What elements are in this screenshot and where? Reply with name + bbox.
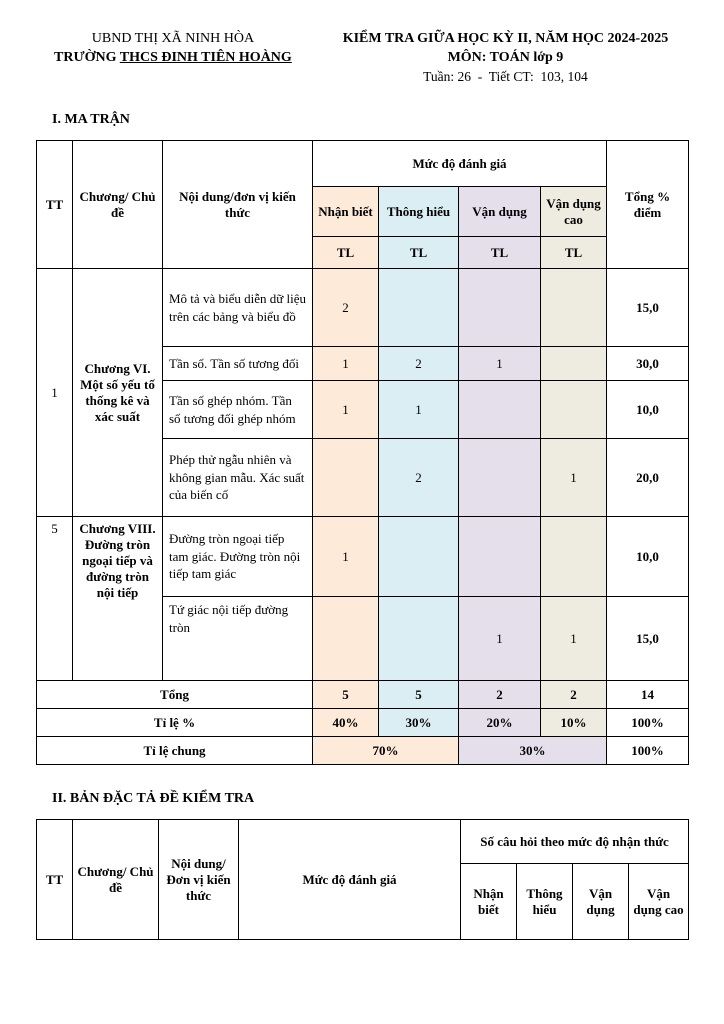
percent-nb: 40% <box>313 709 379 737</box>
spec-col-header-thong-hieu: Thông hiểu <box>517 864 573 940</box>
percent-vdc: 10% <box>541 709 607 737</box>
count-cell-vd: 1 <box>459 347 541 381</box>
spec-col-header-chapter: Chương/ Chủ đề <box>73 820 159 940</box>
col-header-content: Nội dung/đơn vị kiến thức <box>163 141 313 269</box>
count-cell-th <box>379 597 459 681</box>
topic-cell: Phép thử ngẫu nhiên và không gian mẫu. Xác suất của biến cố <box>163 439 313 517</box>
col-header-chapter: Chương/ Chủ đề <box>73 141 163 269</box>
count-cell-vdc: 1 <box>541 439 607 517</box>
school-name-underlined: THCS ĐINH TIÊN HOÀNG <box>119 49 292 65</box>
total-cell: 20,0 <box>607 439 689 517</box>
common-row-label: Tỉ lệ chung <box>37 737 313 765</box>
topic-cell: Tần số ghép nhóm. Tần số tương đối ghép nhóm <box>163 381 313 439</box>
section-title-spec: II. BẢN ĐẶC TẢ ĐỀ KIỂM TRA <box>52 791 255 806</box>
count-cell-vd <box>459 381 541 439</box>
percent-th: 30% <box>379 709 459 737</box>
count-cell-th: 2 <box>379 439 459 517</box>
col-header-thong-hieu: Thông hiểu <box>379 187 459 237</box>
col-header-van-dung-cao: Vận dụng cao <box>541 187 607 237</box>
count-cell-nb: 1 <box>313 517 379 597</box>
spec-col-header-van-dung-cao: Vận dụng cao <box>629 864 689 940</box>
total-vd: 2 <box>459 681 541 709</box>
spec-col-header-content: Nội dung/Đơn vị kiến thức <box>159 820 239 940</box>
topic-cell: Tứ giác nội tiếp đường tròn <box>163 597 313 681</box>
col-header-van-dung: Vận dụng <box>459 187 541 237</box>
common-total: 100% <box>607 737 689 765</box>
count-cell-vdc <box>541 517 607 597</box>
tl-header-vdc: TL <box>541 237 607 269</box>
count-cell-vd <box>459 517 541 597</box>
total-cell: 10,0 <box>607 381 689 439</box>
count-cell-th <box>379 517 459 597</box>
exam-title-block <box>323 30 688 86</box>
count-cell-vdc <box>541 347 607 381</box>
total-th: 5 <box>379 681 459 709</box>
topic-cell: Đường tròn ngoại tiếp tam giác. Đường tròn nội tiếp tam giác <box>163 517 313 597</box>
spec-col-header-van-dung: Vận dụng <box>573 864 629 940</box>
col-header-nhan-biet: Nhận biết <box>313 187 379 237</box>
issuing-org-block <box>36 30 310 86</box>
col-header-level: Mức độ đánh giá <box>313 141 607 187</box>
spec-col-header-level: Mức độ đánh giá <box>239 820 461 940</box>
spec-col-header-tt: TT <box>37 820 73 940</box>
percent-vd: 20% <box>459 709 541 737</box>
spec-table <box>36 819 689 940</box>
tl-header-nb: TL <box>313 237 379 269</box>
exam-title: KIỂM TRA GIỮA HỌC KỲ II, NĂM HỌC 2024-2025 <box>342 31 669 46</box>
count-cell-nb <box>313 597 379 681</box>
document-header <box>36 30 688 86</box>
count-cell-nb: 1 <box>313 381 379 439</box>
school-name-prefix: TRƯỜNG <box>54 49 120 65</box>
group1-tt: 1 <box>37 269 73 517</box>
total-cell: 15,0 <box>607 597 689 681</box>
total-nb: 5 <box>313 681 379 709</box>
count-cell-nb <box>313 439 379 517</box>
exam-subject: MÔN: TOÁN lớp 9 <box>447 49 564 65</box>
count-cell-nb: 1 <box>313 347 379 381</box>
spec-col-header-questions: Số câu hỏi theo mức độ nhận thức <box>461 820 689 864</box>
matrix-total-row <box>37 681 689 709</box>
total-row-label: Tổng <box>37 681 313 709</box>
tl-header-vd: TL <box>459 237 541 269</box>
spec-header-row-1 <box>37 820 689 864</box>
total-cell: 10,0 <box>607 517 689 597</box>
org-name: UBND THỊ XÃ NINH HÒA <box>91 31 255 46</box>
count-cell-vdc: 1 <box>541 597 607 681</box>
matrix-header-row-1 <box>37 141 689 187</box>
col-header-total: Tổng % điểm <box>607 141 689 269</box>
count-cell-vdc <box>541 381 607 439</box>
group2-chapter: Chương VIII. Đường tròn ngoại tiếp và đường tròn nội tiếp <box>73 517 163 681</box>
matrix-table <box>36 140 689 765</box>
topic-cell: Tần số. Tần số tương đối <box>163 347 313 381</box>
topic-cell: Mô tả và biểu diễn dữ liệu trên các bảng và biểu đồ <box>163 269 313 347</box>
exam-week-period: Tuần: 26 - Tiết CT: 103, 104 <box>423 68 588 84</box>
count-cell-vd <box>459 439 541 517</box>
common-nb-th: 70% <box>313 737 459 765</box>
count-cell-th: 2 <box>379 347 459 381</box>
total-cell: 15,0 <box>607 269 689 347</box>
col-header-tt: TT <box>37 141 73 269</box>
group2-tt: 5 <box>37 517 73 681</box>
matrix-common-percent-row <box>37 737 689 765</box>
percent-all: 100% <box>607 709 689 737</box>
count-cell-th: 1 <box>379 381 459 439</box>
total-vdc: 2 <box>541 681 607 709</box>
tl-header-th: TL <box>379 237 459 269</box>
percent-row-label: Tỉ lệ % <box>37 709 313 737</box>
total-all: 14 <box>607 681 689 709</box>
count-cell-vdc <box>541 269 607 347</box>
count-cell-vd: 1 <box>459 597 541 681</box>
group1-chapter: Chương VI. Một số yếu tố thống kê và xác suất <box>73 269 163 517</box>
common-vd-vdc: 30% <box>459 737 607 765</box>
table-row <box>37 269 689 347</box>
count-cell-th <box>379 269 459 347</box>
matrix-percent-row <box>37 709 689 737</box>
total-cell: 30,0 <box>607 347 689 381</box>
table-row <box>37 517 689 597</box>
count-cell-vd <box>459 269 541 347</box>
spec-col-header-nhan-biet: Nhận biết <box>461 864 517 940</box>
section-title-matrix: I. MA TRẬN <box>52 112 130 127</box>
school-name <box>36 49 310 68</box>
count-cell-nb: 2 <box>313 269 379 347</box>
